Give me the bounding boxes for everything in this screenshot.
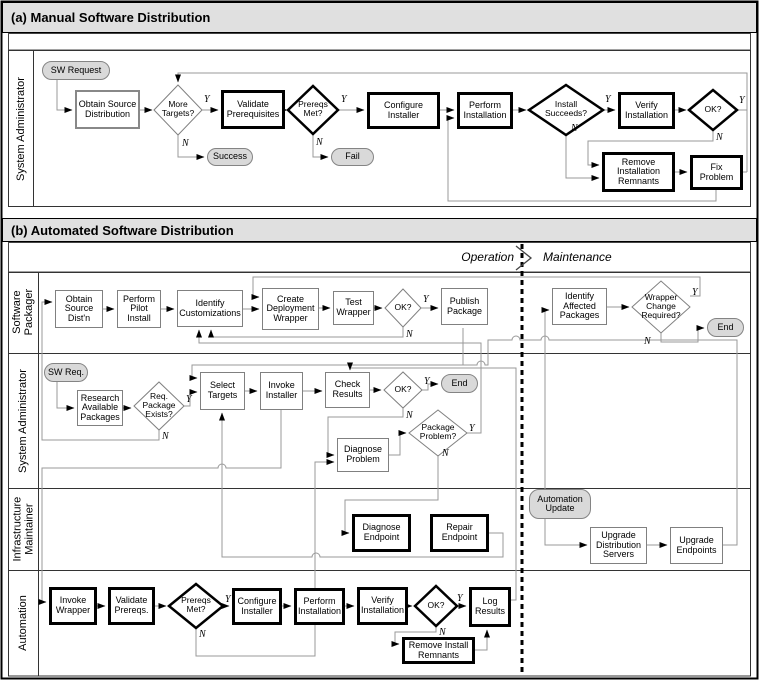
- lane-label-system-administrator: System Administrator: [17, 368, 30, 473]
- edge-remove2-log: [475, 630, 487, 650]
- label-more-targets: More Targets?: [161, 99, 195, 118]
- label-ok-a: OK?: [704, 104, 722, 114]
- edge-loop-to-perform: [448, 118, 716, 201]
- edge-prereqs2-no-diagnose: [196, 462, 334, 656]
- section-a-title: (a) Manual Software Distribution: [2, 2, 757, 33]
- edge-swrequest-obtain: [57, 80, 72, 110]
- label-package-problem: Package Problem?: [419, 422, 457, 441]
- branch-yes-more-targets: Y: [204, 94, 210, 105]
- terminator-sw-request: SW Request: [42, 61, 110, 80]
- step-obtain-source-distn: Obtain Source Dist'n: [55, 290, 103, 328]
- label-wrapper-change-required: Wrapper Change Required?: [641, 292, 681, 320]
- step-upgrade-endpoints: Upgrade Endpoints: [670, 527, 723, 564]
- step-diagnose-problem: Diagnose Problem: [337, 438, 389, 472]
- terminator-end-operation: End: [441, 374, 478, 393]
- step-publish-package: Publish Package: [441, 288, 488, 325]
- branch-no-req-exists: N: [162, 431, 169, 442]
- terminator-success: Success: [207, 148, 253, 166]
- lane-label-software-packager: Software Packager: [10, 289, 35, 336]
- label-ok-sp: OK?: [394, 302, 412, 312]
- branch-no-package-problem: N: [442, 448, 449, 459]
- branch-yes-prereqs-au: Y: [225, 594, 231, 605]
- step-select-targets: Select Targets: [200, 372, 245, 410]
- branch-no-ok-au: N: [439, 627, 446, 638]
- branch-no-ok-sp: N: [406, 329, 413, 340]
- branch-no-ok-sa: N: [406, 410, 413, 421]
- branch-yes-ok-sp: Y: [423, 294, 429, 305]
- branch-yes-install-succeeds: Y: [605, 94, 611, 105]
- label-install-succeeds: Install Succeeds?: [544, 99, 588, 118]
- step-create-deployment-wrapper: Create Deployment Wrapper: [262, 288, 319, 330]
- step-upgrade-distribution-servers: Upgrade Distribution Servers: [590, 527, 647, 564]
- label-req-package-exists: Req. Package Exists?: [142, 391, 176, 419]
- step-remove-installation-remnants: Remove Installation Remnants: [602, 152, 675, 192]
- step-repair-endpoint: Repair Endpoint: [430, 514, 489, 552]
- branch-no-install-succeeds: N: [571, 123, 578, 134]
- step-identify-affected-packages: Identify Affected Packages: [552, 288, 607, 325]
- branch-yes-prereqs-a: Y: [341, 94, 347, 105]
- step-perform-installation-a: Perform Installation: [457, 92, 513, 129]
- branch-yes-wrapper-change: Y: [692, 287, 698, 298]
- branch-no-wrapper-change: N: [644, 336, 651, 347]
- branch-no-prereqs-a: N: [316, 137, 323, 148]
- edge-autoupdate-upgdist: [545, 519, 587, 545]
- step-configure-installer-au: Configure Installer: [232, 588, 282, 625]
- terminator-fail: Fail: [331, 148, 374, 166]
- phase-maintenance: Maintenance: [543, 250, 612, 264]
- step-test-wrapper: Test Wrapper: [333, 291, 374, 325]
- step-invoke-installer: Invoke Installer: [260, 372, 303, 410]
- terminator-sw-req: SW Req.: [44, 363, 88, 382]
- section-b-title: (b) Automated Software Distribution: [2, 218, 757, 242]
- phase-operation: Operation: [461, 250, 514, 264]
- branch-no-ok-a: N: [716, 132, 723, 143]
- branch-yes-ok-sa: Y: [424, 376, 430, 387]
- step-verify-installation-a: Verify Installation: [618, 92, 675, 129]
- edge-logresults-checkresults: [350, 368, 516, 600]
- step-perform-installation-au: Perform Installation: [294, 588, 345, 625]
- step-invoke-wrapper: Invoke Wrapper: [49, 587, 97, 625]
- edge-diagnose-pkgproblem: [389, 433, 406, 455]
- edge-swreq-research: [57, 382, 74, 408]
- step-check-results: Check Results: [325, 372, 370, 408]
- step-remove-install-remnants: Remove Install Remnants: [402, 637, 475, 664]
- step-diagnose-endpoint: Diagnose Endpoint: [352, 514, 411, 552]
- step-research-available-packages: Research Available Packages: [77, 390, 123, 426]
- step-verify-installation-au: Verify Installation: [357, 587, 408, 625]
- branch-yes-req-exists: Y: [186, 394, 192, 405]
- label-ok-au: OK?: [427, 600, 445, 610]
- step-fix-problem: Fix Problem: [690, 155, 743, 190]
- branch-yes-ok-a: Y: [739, 95, 745, 106]
- step-validate-prerequisites: Validate Prerequisites: [221, 90, 285, 129]
- step-perform-pilot-install: Perform Pilot Install: [117, 290, 161, 328]
- label-ok-sa: OK?: [394, 384, 412, 394]
- step-configure-installer-a: Configure Installer: [367, 92, 440, 129]
- branch-no-more-targets: N: [182, 138, 189, 149]
- step-validate-prereqs-au: Validate Prereqs.: [108, 587, 155, 625]
- terminator-end-maintenance: End: [707, 318, 744, 337]
- branch-yes-ok-au: Y: [457, 593, 463, 604]
- lane-label-automation: Automation: [17, 595, 29, 651]
- label-prereqs-met-au: Prereqs Met?: [181, 595, 211, 614]
- step-log-results: Log Results: [469, 587, 511, 627]
- terminator-automation-update: Automation Update: [529, 489, 591, 519]
- branch-yes-package-problem: Y: [469, 423, 475, 434]
- label-prereqs-met-a: Prereqs Met?: [298, 99, 328, 118]
- step-obtain-source-distribution: Obtain Source Distribution: [75, 90, 140, 129]
- lane-label-infrastructure-maintainer: Infrastructure Maintainer: [10, 496, 35, 562]
- lane-label-sysadmin-a: System Administrator: [14, 76, 27, 181]
- step-identify-customizations: Identify Customizations: [177, 290, 243, 327]
- branch-no-prereqs-au: N: [199, 629, 206, 640]
